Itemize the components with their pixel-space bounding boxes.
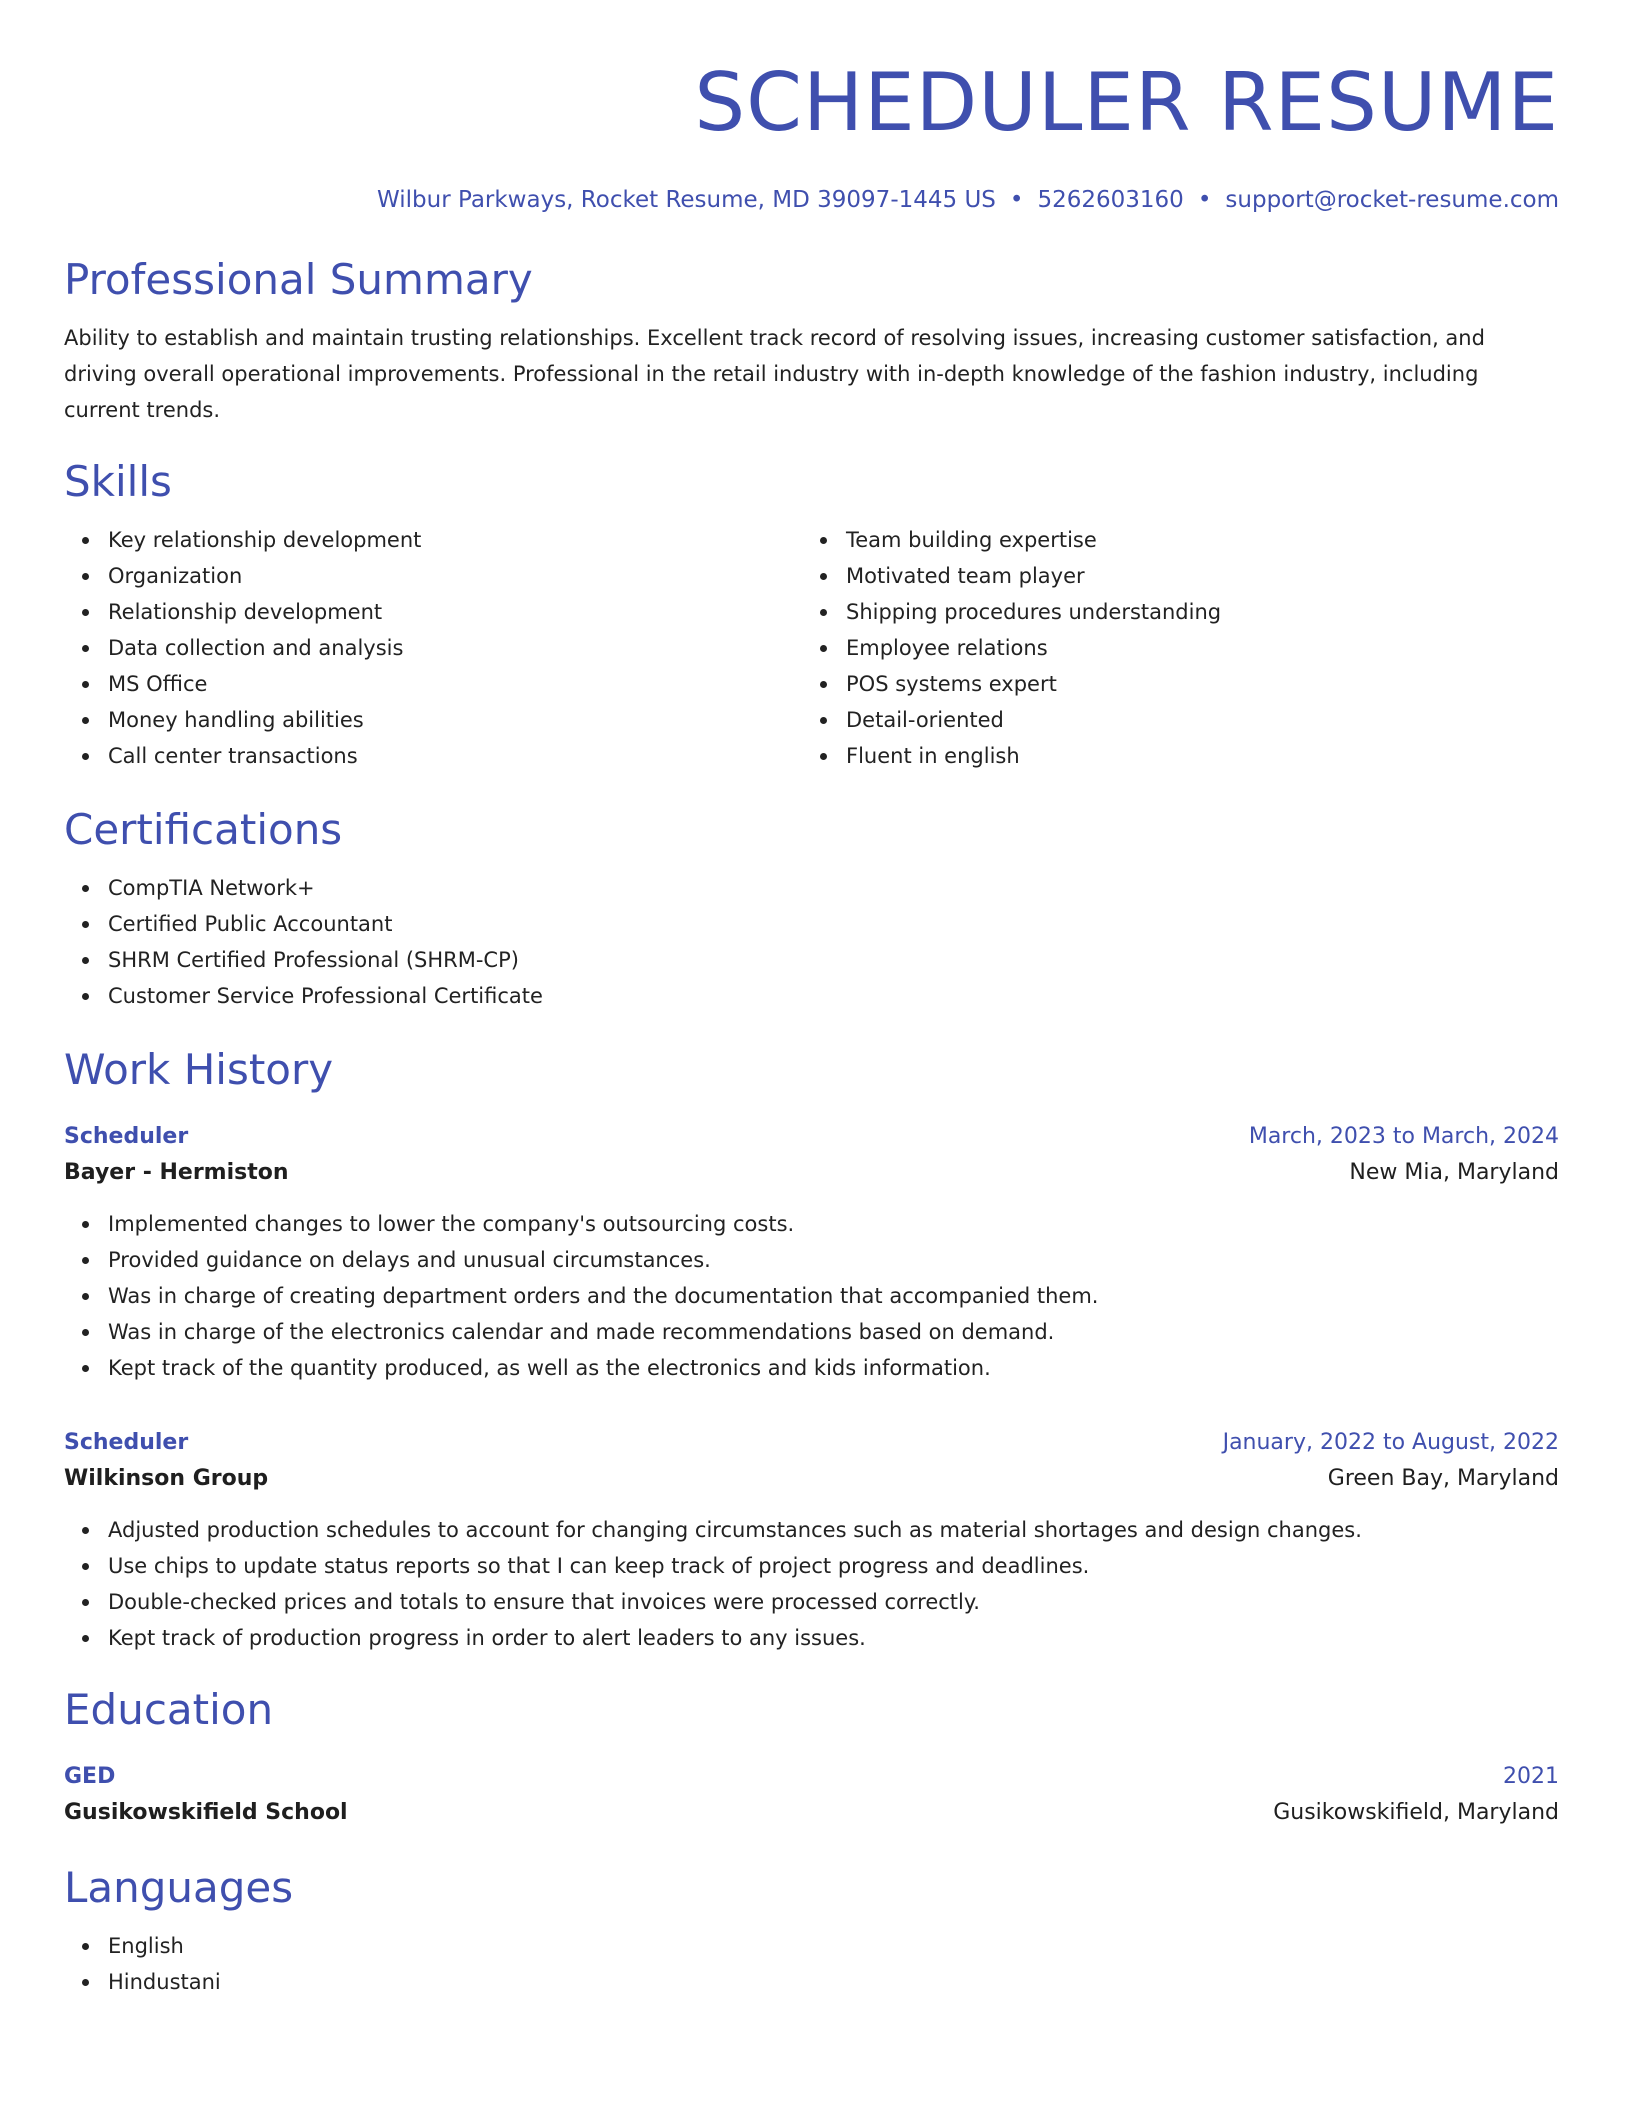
job-dates: March, 2023 to March, 2024	[1248, 1124, 1559, 1149]
education-degree: GED	[64, 1764, 116, 1789]
job-bullet: Adjusted production schedules to account for changing circumstances such as material shortages and design changes.	[64, 1512, 1559, 1548]
languages-section	[64, 1860, 1559, 2000]
skill-item: POS systems expert	[802, 666, 1559, 702]
job-bullet: Kept track of production progress in order to alert leaders to any issues.	[64, 1620, 1559, 1656]
job-title-row	[64, 1426, 1559, 1460]
job-title: Scheduler	[64, 1430, 189, 1455]
summary-text: Ability to establish and maintain trusting relationships. Excellent track record of resolving issues, increasing customer satisfaction, and driving overall operational improvements. Professional in the retail industry with in-depth knowledge of the fashion industry, including current trends.	[64, 326, 1485, 422]
skill-item: Key relationship development	[64, 522, 802, 558]
language-item: English	[64, 1928, 1559, 1964]
skill-item: Fluent in english	[802, 738, 1559, 774]
education-location: Gusikowskifield, Maryland	[1273, 1800, 1559, 1825]
job-entry	[64, 1120, 1559, 1386]
skill-item: Team building expertise	[802, 522, 1559, 558]
skill-item: Shipping procedures understanding	[802, 594, 1559, 630]
contact-separator: •	[1009, 187, 1024, 213]
job-bullet: Use chips to update status reports so that I can keep track of project progress and deadlines.	[64, 1548, 1559, 1584]
summary-section	[64, 252, 1559, 428]
languages-list	[64, 1928, 1559, 2000]
contact-phone[interactable]: 5262603160	[1037, 187, 1184, 213]
job-company-row	[64, 1460, 1559, 1498]
skill-item: Relationship development	[64, 594, 802, 630]
job-bullet: Kept track of the quantity produced, as well as the electronics and kids information.	[64, 1350, 1559, 1386]
contact-line	[64, 184, 1559, 216]
skills-heading: Skills	[64, 457, 172, 506]
certifications-heading: Certifications	[64, 805, 343, 854]
work-history-heading: Work History	[64, 1045, 334, 1094]
skills-section	[64, 454, 1559, 774]
skills-grid	[64, 522, 1559, 774]
certifications-list	[64, 870, 1559, 1014]
skill-item: MS Office	[64, 666, 802, 702]
job-bullet: Implemented changes to lower the company's outsourcing costs.	[64, 1206, 1559, 1242]
education-year: 2021	[1503, 1764, 1559, 1789]
certification-item: Certified Public Accountant	[64, 906, 1559, 942]
skill-item: Detail-oriented	[802, 702, 1559, 738]
job-bullets	[64, 1512, 1559, 1656]
skill-item: Organization	[64, 558, 802, 594]
skill-item: Money handling abilities	[64, 702, 802, 738]
job-entry	[64, 1426, 1559, 1656]
skill-item: Data collection and analysis	[64, 630, 802, 666]
job-bullets	[64, 1206, 1559, 1386]
resume-title: SCHEDULER RESUME	[694, 56, 1559, 149]
skill-item: Call center transactions	[64, 738, 802, 774]
job-company-row	[64, 1154, 1559, 1192]
job-bullet: Double-checked prices and totals to ensure that invoices were processed correctly.	[64, 1584, 1559, 1620]
education-entry	[64, 1760, 1559, 1832]
language-item: Hindustani	[64, 1964, 1559, 2000]
contact-email[interactable]: support@rocket-resume.com	[1225, 187, 1559, 213]
job-location: New Mia, Maryland	[1349, 1160, 1559, 1185]
languages-heading: Languages	[64, 1863, 294, 1912]
skill-item: Employee relations	[802, 630, 1559, 666]
education-heading: Education	[64, 1685, 274, 1734]
skills-column-left	[64, 522, 802, 774]
certification-item: Customer Service Professional Certificate	[64, 978, 1559, 1014]
certification-item: CompTIA Network+	[64, 870, 1559, 906]
job-location: Green Bay, Maryland	[1327, 1466, 1559, 1491]
skills-list-left	[64, 522, 802, 774]
job-company: Bayer - Hermiston	[64, 1160, 289, 1185]
education-degree-row	[64, 1760, 1559, 1794]
summary-heading: Professional Summary	[64, 255, 533, 304]
contact-separator: •	[1197, 187, 1212, 213]
job-bullet: Was in charge of the electronics calendar and made recommendations based on demand.	[64, 1314, 1559, 1350]
education-section	[64, 1682, 1559, 1832]
contact-address: Wilbur Parkways, Rocket Resume, MD 39097-1445 US	[377, 187, 996, 213]
certification-item: SHRM Certified Professional (SHRM-CP)	[64, 942, 1559, 978]
resume-header	[64, 50, 1559, 216]
skill-item: Motivated team player	[802, 558, 1559, 594]
job-company: Wilkinson Group	[64, 1466, 269, 1491]
job-bullet: Provided guidance on delays and unusual circumstances.	[64, 1242, 1559, 1278]
education-school-row	[64, 1794, 1559, 1832]
education-school: Gusikowskifield School	[64, 1800, 348, 1825]
skills-column-right	[802, 522, 1559, 774]
job-dates: January, 2022 to August, 2022	[1222, 1430, 1559, 1455]
certifications-section	[64, 802, 1559, 1014]
skills-list-right	[802, 522, 1559, 774]
resume-page	[64, 50, 1559, 2000]
work-history-section	[64, 1042, 1559, 1656]
job-title: Scheduler	[64, 1124, 189, 1149]
job-title-row	[64, 1120, 1559, 1154]
job-bullet: Was in charge of creating department orders and the documentation that accompanied them.	[64, 1278, 1559, 1314]
